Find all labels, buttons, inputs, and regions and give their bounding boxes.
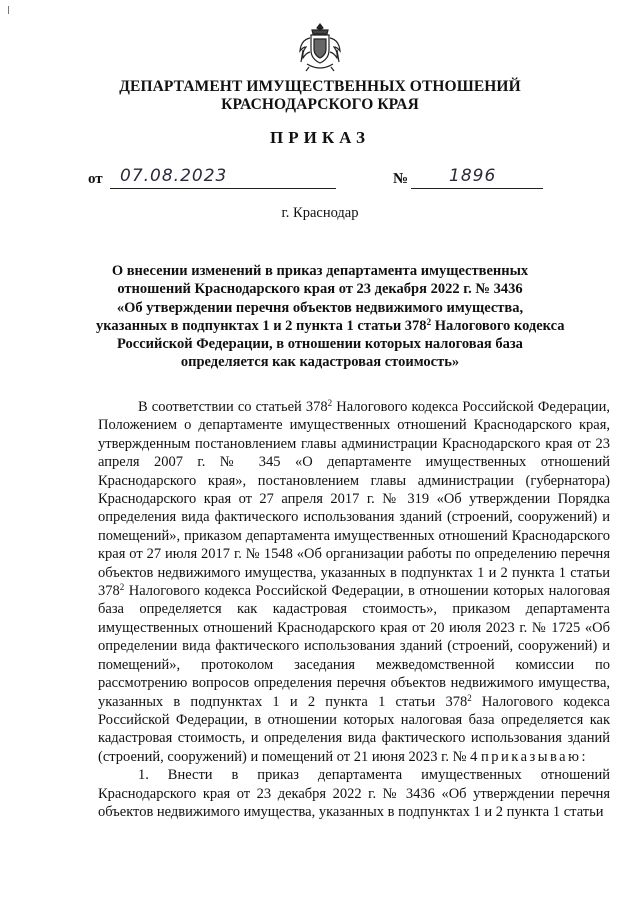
subject-line: О внесении изменений в приказ департамента имущественных xyxy=(111,263,529,279)
order-subject-heading xyxy=(96,262,565,372)
department-name-line2: КРАСНОДАРСКОГО КРАЯ xyxy=(221,96,419,113)
subject-line: Российской Федерации, в отношении которых налоговая база xyxy=(117,336,523,353)
order-date-handwritten: 07.08.2023 xyxy=(120,166,228,186)
body-text: Налогового кодекса Российской Федерации, Положением о департаменте имущественных отношений Краснодарского края, утвержденным постановлением главы администрации Краснодарского края от 23 апреля 2007 г. № 345 «О департаменте имущественных отношений Краснодарского края», постановлением главы администрации (губернатора) Краснодарского края от 27 апреля 2017 г. № 319 «Об утверждении Порядка определения вида фактического использования зданий (строений, сооружений) и помещений», приказом департамента имущественных отношений Краснодарского края от 27 июля 2017 г. № 1548 «Об организации работы по определению перечня объектов недвижимого имущества, указанных в подпунктах 1 и 2 пункта 1 статьи 378 xyxy=(98,399,610,600)
order-body xyxy=(98,398,610,821)
number-prefix: № xyxy=(393,171,409,187)
superscript: 2 xyxy=(119,582,125,593)
order-date-number-row xyxy=(88,168,568,192)
subject-line xyxy=(96,316,565,335)
preamble-paragraph xyxy=(98,398,610,766)
superscript: 2 xyxy=(467,692,472,703)
order-number-handwritten: 1896 xyxy=(449,166,497,186)
order-title: ПРИКАЗ xyxy=(270,128,370,147)
body-text: Налогового кодекса Российской Федерации, в отношении которых налоговая база определяется как кадастровая стоимость, и определения вида фактического использования зданий (строений, сооружений) и помещений от 21 июня 2023 г. № 4 xyxy=(98,693,610,765)
issue-city: г. Краснодар xyxy=(281,205,359,221)
superscript: 2 xyxy=(426,316,432,327)
body-text: Налогового кодекса Российской Федерации, в отношении которых налоговая база определяется как кадастровая стоимость», приказом департамента имущественных отношений Краснодарского края от 20 июля 2023 г. № 1725 «Об определении вида фактического использования зданий (строений, сооружений) и помещений», протоколом заседания межведомственной комиссии по рассмотрению вопросов определения перечня объектов недвижимого имущества, указанных в подпунктах 1 и 2 пункта 1 статьи 378 xyxy=(98,583,610,710)
subject-text: Налогового кодекса xyxy=(431,317,565,334)
date-prefix: от xyxy=(88,171,103,187)
superscript: 2 xyxy=(327,398,333,408)
subject-line: «Об утверждении перечня объектов недвижимого имущества, xyxy=(116,299,524,316)
subject-line: отношений Краснодарского края от 23 декабря 2022 г. № 3436 xyxy=(117,281,523,298)
clause-1-paragraph: 1. Внести в приказ департамента имущественных отношений Краснодарского края от 23 декабря 2022 г. № 3436 «Об утверждении перечня объектов недвижимого имущества, указанных в подпунктах 1 и 2 пункта 1 статьи xyxy=(98,767,610,820)
number-field xyxy=(411,168,543,189)
subject-line: определяется как кадастровая стоимость» xyxy=(180,354,460,371)
date-field xyxy=(110,168,336,189)
subject-text: указанных в подпунктах 1 и 2 пункта 1 статьи 378 xyxy=(96,317,427,334)
order-word: приказываю: xyxy=(481,748,588,765)
department-name-line1: ДЕПАРТАМЕНТ ИМУЩЕСТВЕННЫХ ОТНОШЕНИЙ xyxy=(119,78,521,95)
coat-of-arms-icon xyxy=(297,20,343,72)
scan-mark xyxy=(8,6,9,14)
body-text: В соответствии со статьей 378 xyxy=(138,399,328,415)
